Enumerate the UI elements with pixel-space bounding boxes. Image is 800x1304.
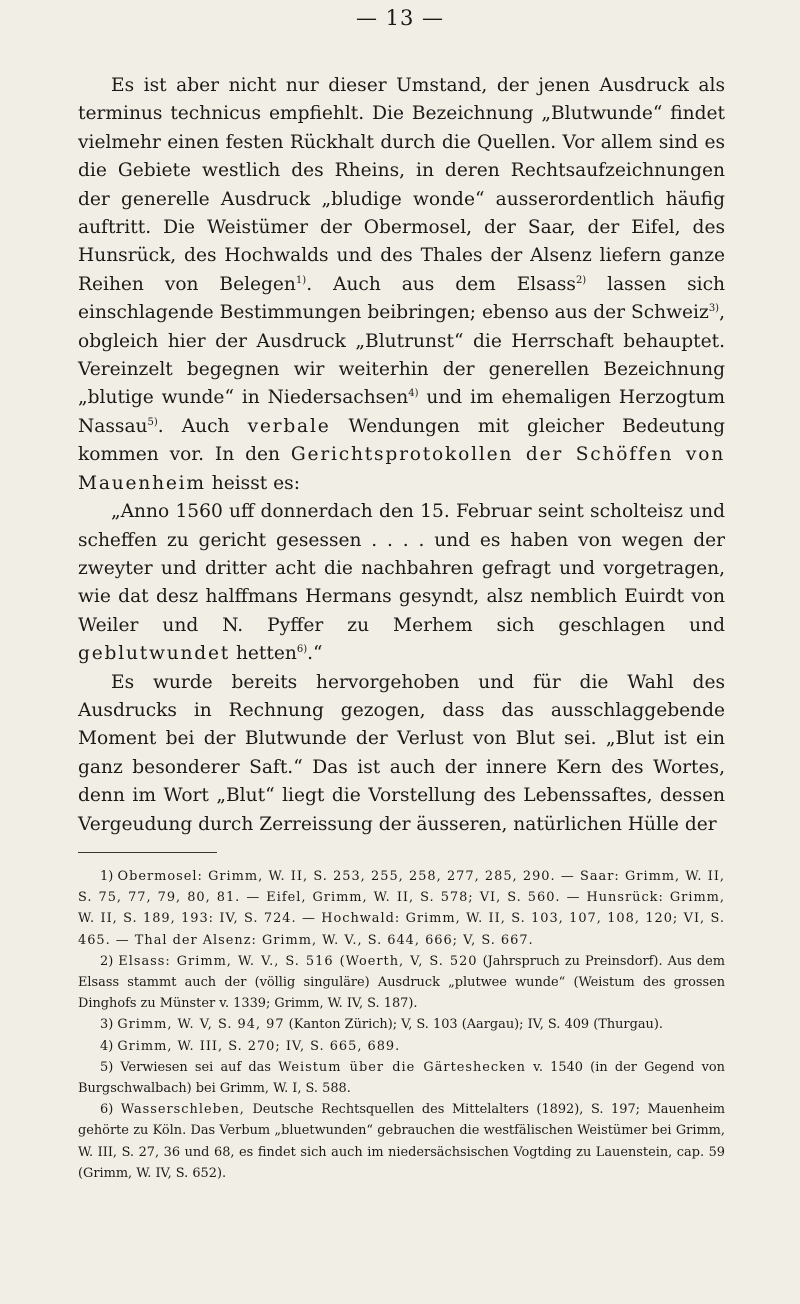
footnote-separator	[78, 852, 217, 853]
footnote-ref-3[interactable]: 3)	[708, 303, 720, 315]
emphasis-verbale: verbale	[247, 415, 331, 437]
paragraph-2: Es wurde bereits hervorgehoben und für die Wahl des Ausdrucks in Rechnung gezogen, dass das ausschlaggebende Moment bei der Blutwunde der Verlust von Blut sei. „Blut ist ein ganz besonderer Saft.“ Das ist auch der innere Kern des Wortes, denn im Wort „Blut“ liegt die Vorstellung des Lebenssaftes, dessen Vergeudung durch Zerreissung der äusseren, natürlichen Hülle der	[78, 671, 725, 835]
footnote-5: 5) Verwiesen sei auf das Weistum über die Gärteshecken v. 1540 (in der Gegend von Burgschwalbach) bei Grimm, W. I, S. 588.	[78, 1059, 725, 1097]
paragraph-1: Es ist aber nicht nur dieser Umstand, der jenen Ausdruck als terminus technicus empfiehlt. Die Bezeichnung „Blutwunde“ findet vielmehr einen festen Rückhalt durch die Quellen. Vor allem sind es die Gebiete westlich des Rheins, in deren Rechtsaufzeichnungen der generelle Ausdruck „bludige wonde“ ausserordentlich häufig auftritt. Die Weistümer der Obermosel, der Saar, der Eifel, des Hunsrück, des Hochwalds und des Thales der Alsenz liefern ganze Reihen von Belegen$^{1)}$. Auch aus dem Elsass$^{2)}$ lassen sich einschlagende Bestimmungen beibringen; ebenso aus der Schweiz$^{3)}$, obgleich hier der Ausdruck „Blutrunst“ die Herrschaft behauptet. Vereinzelt begegnen wir weiterhin der generellen Bezeichnung „blutige wunde“ in Niedersachsen$^{4)}$ und im ehemaligen Herzogtum Nassau$^{5)}$. Auch verbale Wendungen mit gleicher Bedeutung kommen vor. In den Gerichtsprotokollen der Schöffen von Mauenheim heisst es:	[78, 75, 726, 494]
emphasis-gerichtsprotokolle: Gerichtsprotokollen der Schöffen von Mauenheim	[78, 444, 725, 494]
footnote-ref-5[interactable]: 5)	[147, 416, 158, 428]
footnotes	[78, 866, 725, 1184]
footnote-1: 1) Obermosel: Grimm, W. II, S. 253, 255, 258, 277, 285, 290. — Saar: Grimm, W. II, S. 75, 77, 79, 80, 81. — Eifel, Grimm, W. II, S. 578; VI, S. 560. — Hunsrück: Grimm, W. II, S. 189, 193: IV, S. 724. — Hochwald: Grimm, W. II, S. 103, 107, 108, 120; VI, S. 465. — Thal der Alsenz: Grimm, W. V., S. 644, 666; V, S. 667.	[78, 869, 726, 948]
page-number: — 13 —	[355, 6, 445, 30]
footnote-3: 3) Grimm, W. V, S. 94, 97 (Kanton Zürich); V, S. 103 (Aargau); IV, S. 409 (Thurgau).	[100, 1017, 663, 1033]
footnote-ref-6[interactable]: 6)	[296, 643, 308, 655]
quote-paragraph: „Anno 1560 uff donnerdach den 15. Februar seint scholteisz und scheffen zu gericht gesessen . . . . und es haben von wegen der zweyter und dritter acht die nachbahren gefragt und vorgetragen, wie dat desz halffmans Hermans gesyndt, alsz nemblich Euirdt von Weiler und N. Pyffer zu Merhem sich geschlagen und geblutwundet hetten$^{6)}$.“	[78, 501, 725, 665]
footnote-4: 4) Grimm, W. III, S. 270; IV, S. 665, 689.	[100, 1038, 401, 1054]
emphasis-geblutwundet: geblutwundet	[78, 643, 231, 665]
footnote-ref-1[interactable]: 1)	[295, 274, 307, 286]
footnote-6: 6) Wasserschleben, Deutsche Rechtsquellen des Mittelalters (1892), S. 197; Mauenheim gehörte zu Köln. Das Verbum „bluetwunden“ gebrauchen die westfälischen Weistümer bei Grimm, W. III, S. 27, 36 und 68, es findet sich auch im niedersächsischen Vogtding zu Lauenstein, cap. 59 (Grimm, W. IV, S. 652).	[78, 1102, 725, 1181]
main-text	[78, 72, 725, 839]
footnote-ref-2[interactable]: 2)	[575, 274, 587, 286]
footnote-ref-4[interactable]: 4)	[408, 388, 419, 400]
footnote-2: 2) Elsass: Grimm, W. V., S. 516 (Woerth, V, S. 520 (Jahrspruch zu Preinsdorf). Aus dem Elsass stammt auch der (völlig singuläre) Ausdruck „plutwee wunde“ (Weistum des grossen Dinghofs zu Münster v. 1339; Grimm, W. IV, S. 187).	[78, 953, 725, 1012]
